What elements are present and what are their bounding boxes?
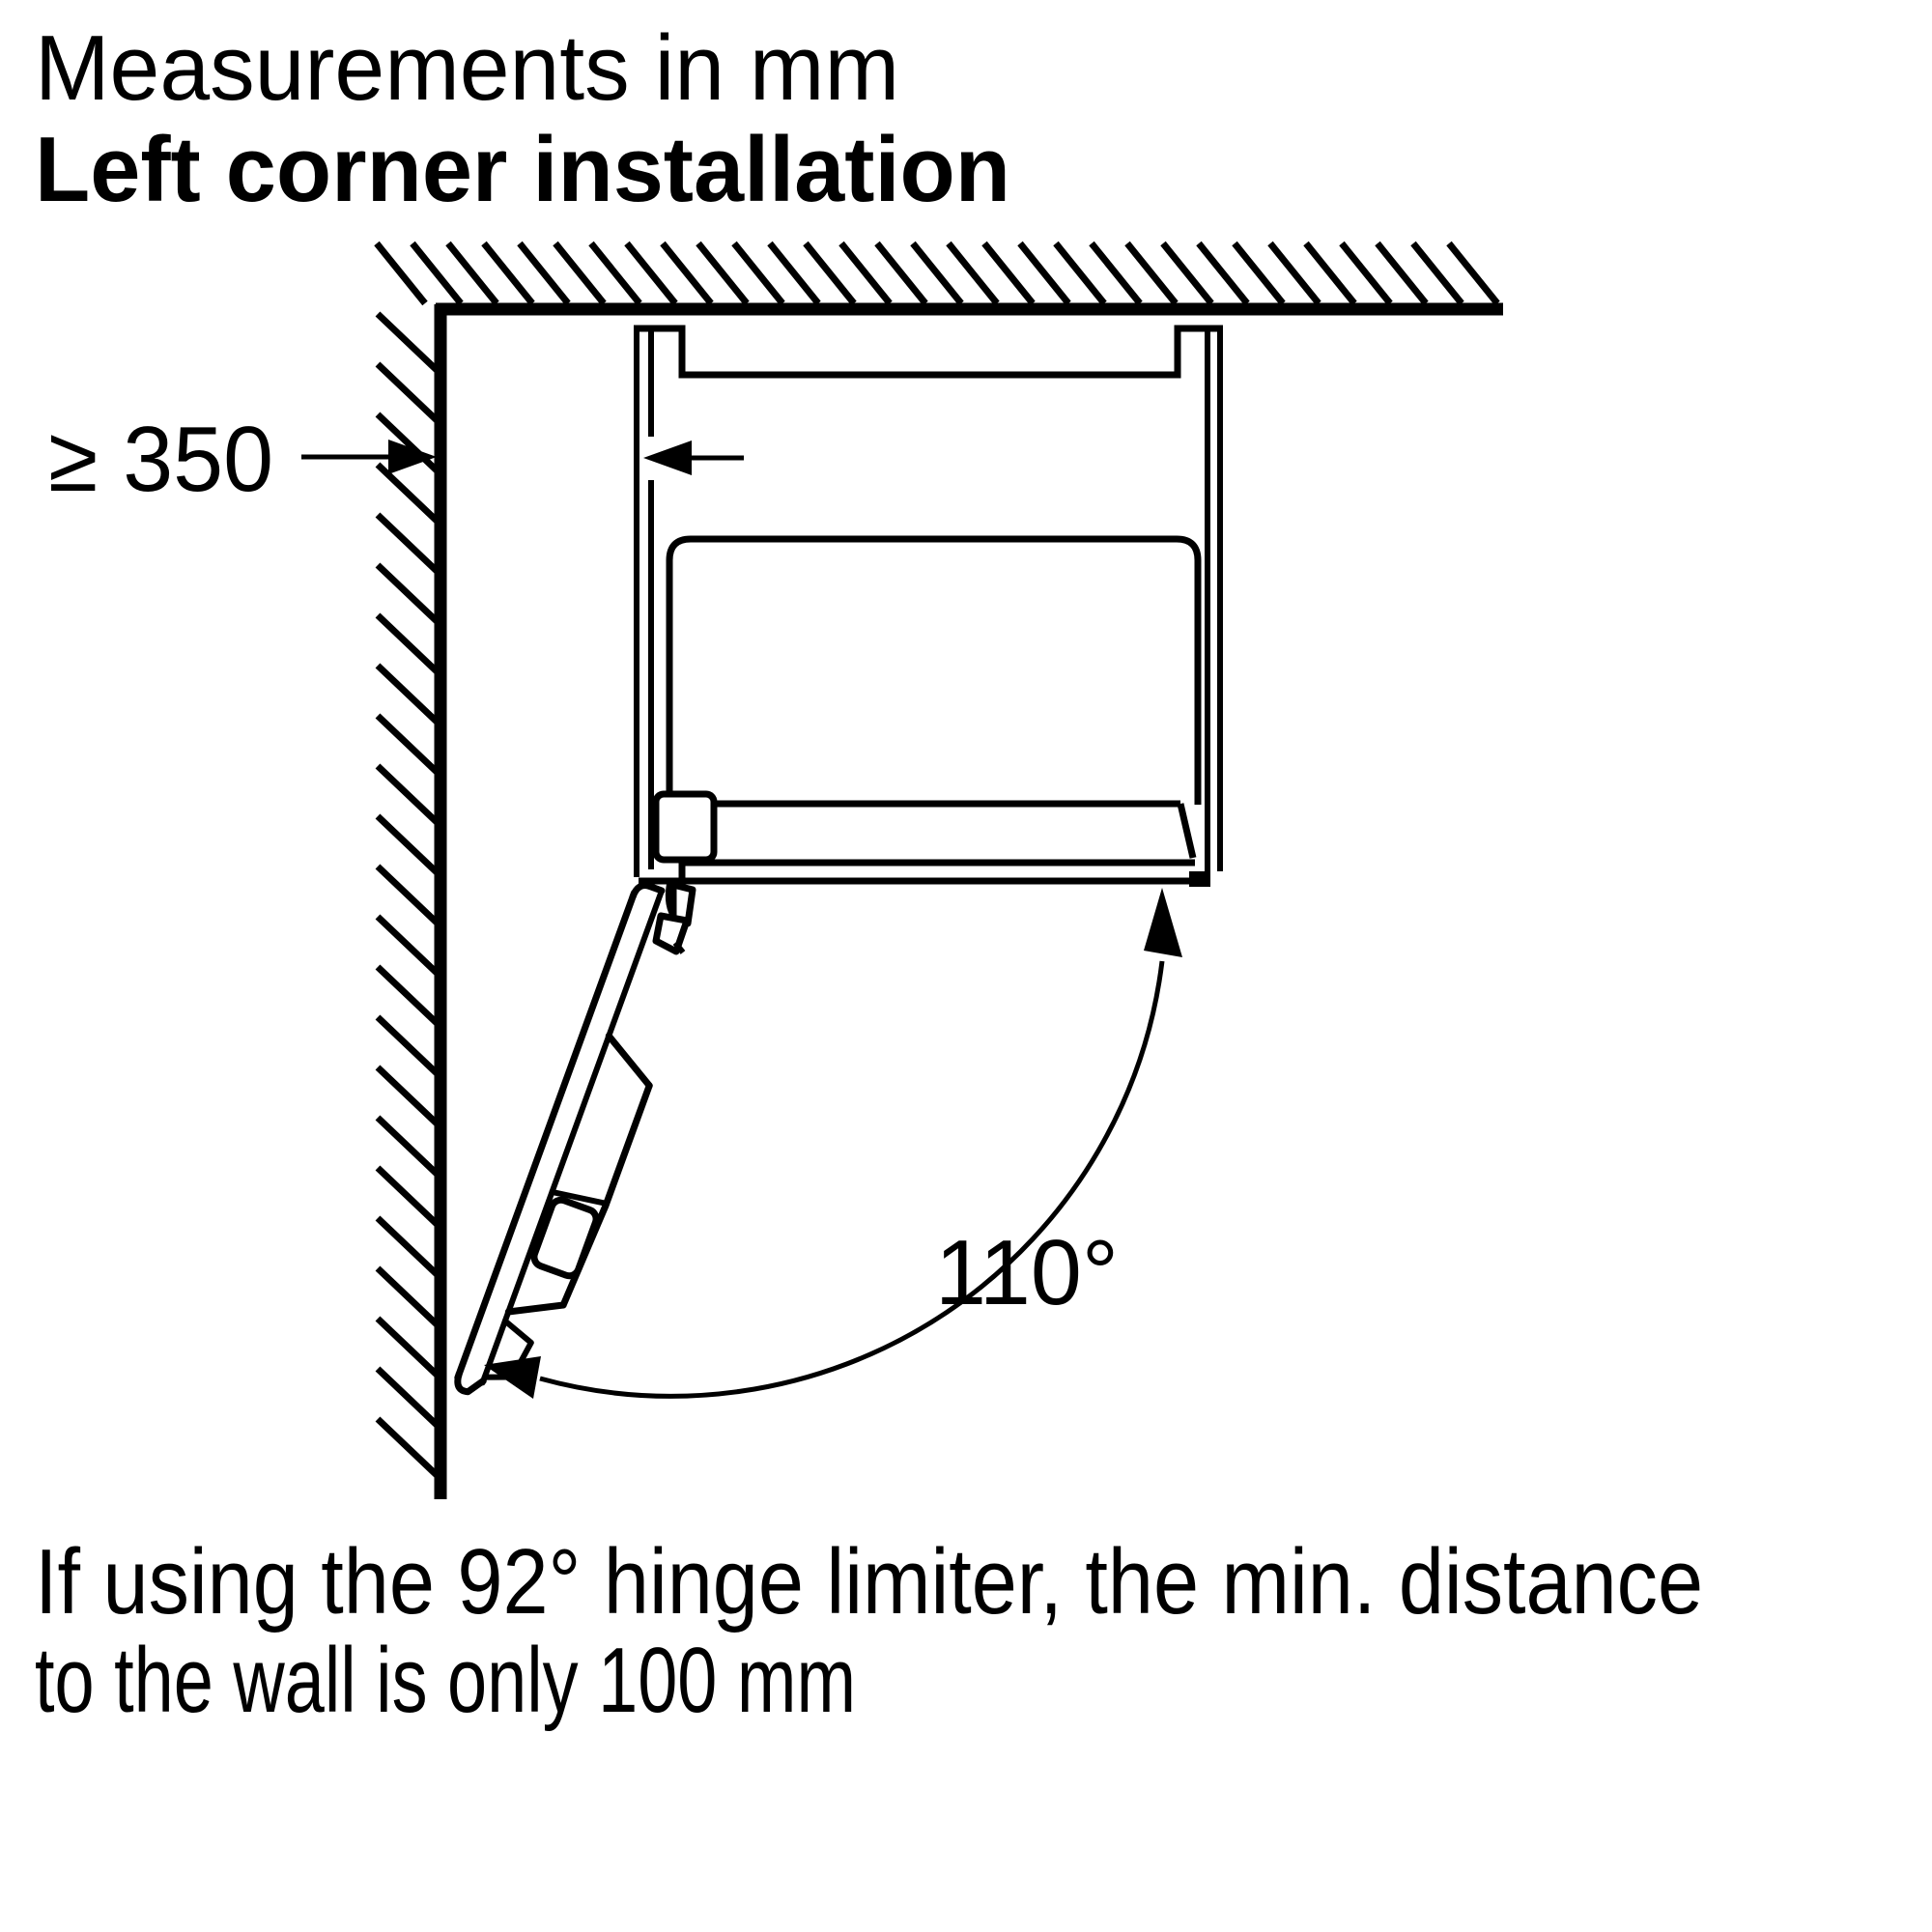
- hatch-line: [378, 1017, 437, 1073]
- door-inner-panel: [485, 1036, 661, 1396]
- hatch-line: [378, 1319, 437, 1375]
- door-catch-foot: [1189, 871, 1210, 887]
- hatch-line: [378, 1419, 437, 1475]
- angle-label: 110°: [935, 1221, 1119, 1324]
- door-handle: [531, 1197, 599, 1278]
- angle-arrowhead-at-closed-position: [1144, 888, 1182, 957]
- hatch-line: [378, 1118, 437, 1174]
- appliance-cabinet: [634, 327, 1223, 887]
- appliance-front-band: [639, 804, 1209, 881]
- hatch-line: [378, 314, 437, 370]
- wall-clearance-dimension: [301, 440, 744, 475]
- caption-line-2: to the wall is only 100 mm: [35, 1629, 856, 1732]
- caption-line-1: If using the 92° hinge limiter, the min. distance: [35, 1530, 1703, 1634]
- hatch-line: [378, 917, 437, 973]
- hatch-line: [378, 716, 437, 772]
- hatch-line: [378, 565, 437, 621]
- hatch-line: [378, 1369, 437, 1425]
- hatch-line: [378, 967, 437, 1023]
- cabinet-side-panels: [637, 327, 1220, 877]
- hatch-line: [378, 867, 437, 923]
- niche-top-profile: [634, 328, 1223, 375]
- opening-angle-arc: [540, 961, 1162, 1396]
- hatch-line: [378, 1067, 437, 1123]
- hinge-box: [656, 794, 714, 860]
- dimension-arrowhead-to-cabinet: [643, 440, 692, 475]
- hatch-line: [378, 1168, 437, 1224]
- hatch-line: [378, 1268, 437, 1324]
- dimension-label: ≥ 350: [48, 408, 273, 511]
- appliance-door-open: [454, 882, 713, 1415]
- hatch-line: [378, 1218, 437, 1274]
- hatch-line: [378, 816, 437, 872]
- hatch-line: [378, 515, 437, 571]
- hatch-line: [378, 465, 437, 521]
- hatch-line: [378, 615, 437, 671]
- appliance-body-outline: [669, 539, 1198, 805]
- hatch-line: [378, 766, 437, 822]
- hatch-line: [378, 364, 437, 420]
- door-tip: [454, 1373, 483, 1397]
- title-line-2: Left corner installation: [35, 118, 1010, 221]
- rear-wall-hatch: [377, 243, 1497, 303]
- hatch-line: [378, 666, 437, 722]
- side-wall-hatch: [378, 314, 437, 1475]
- title-line-1: Measurements in mm: [35, 16, 899, 120]
